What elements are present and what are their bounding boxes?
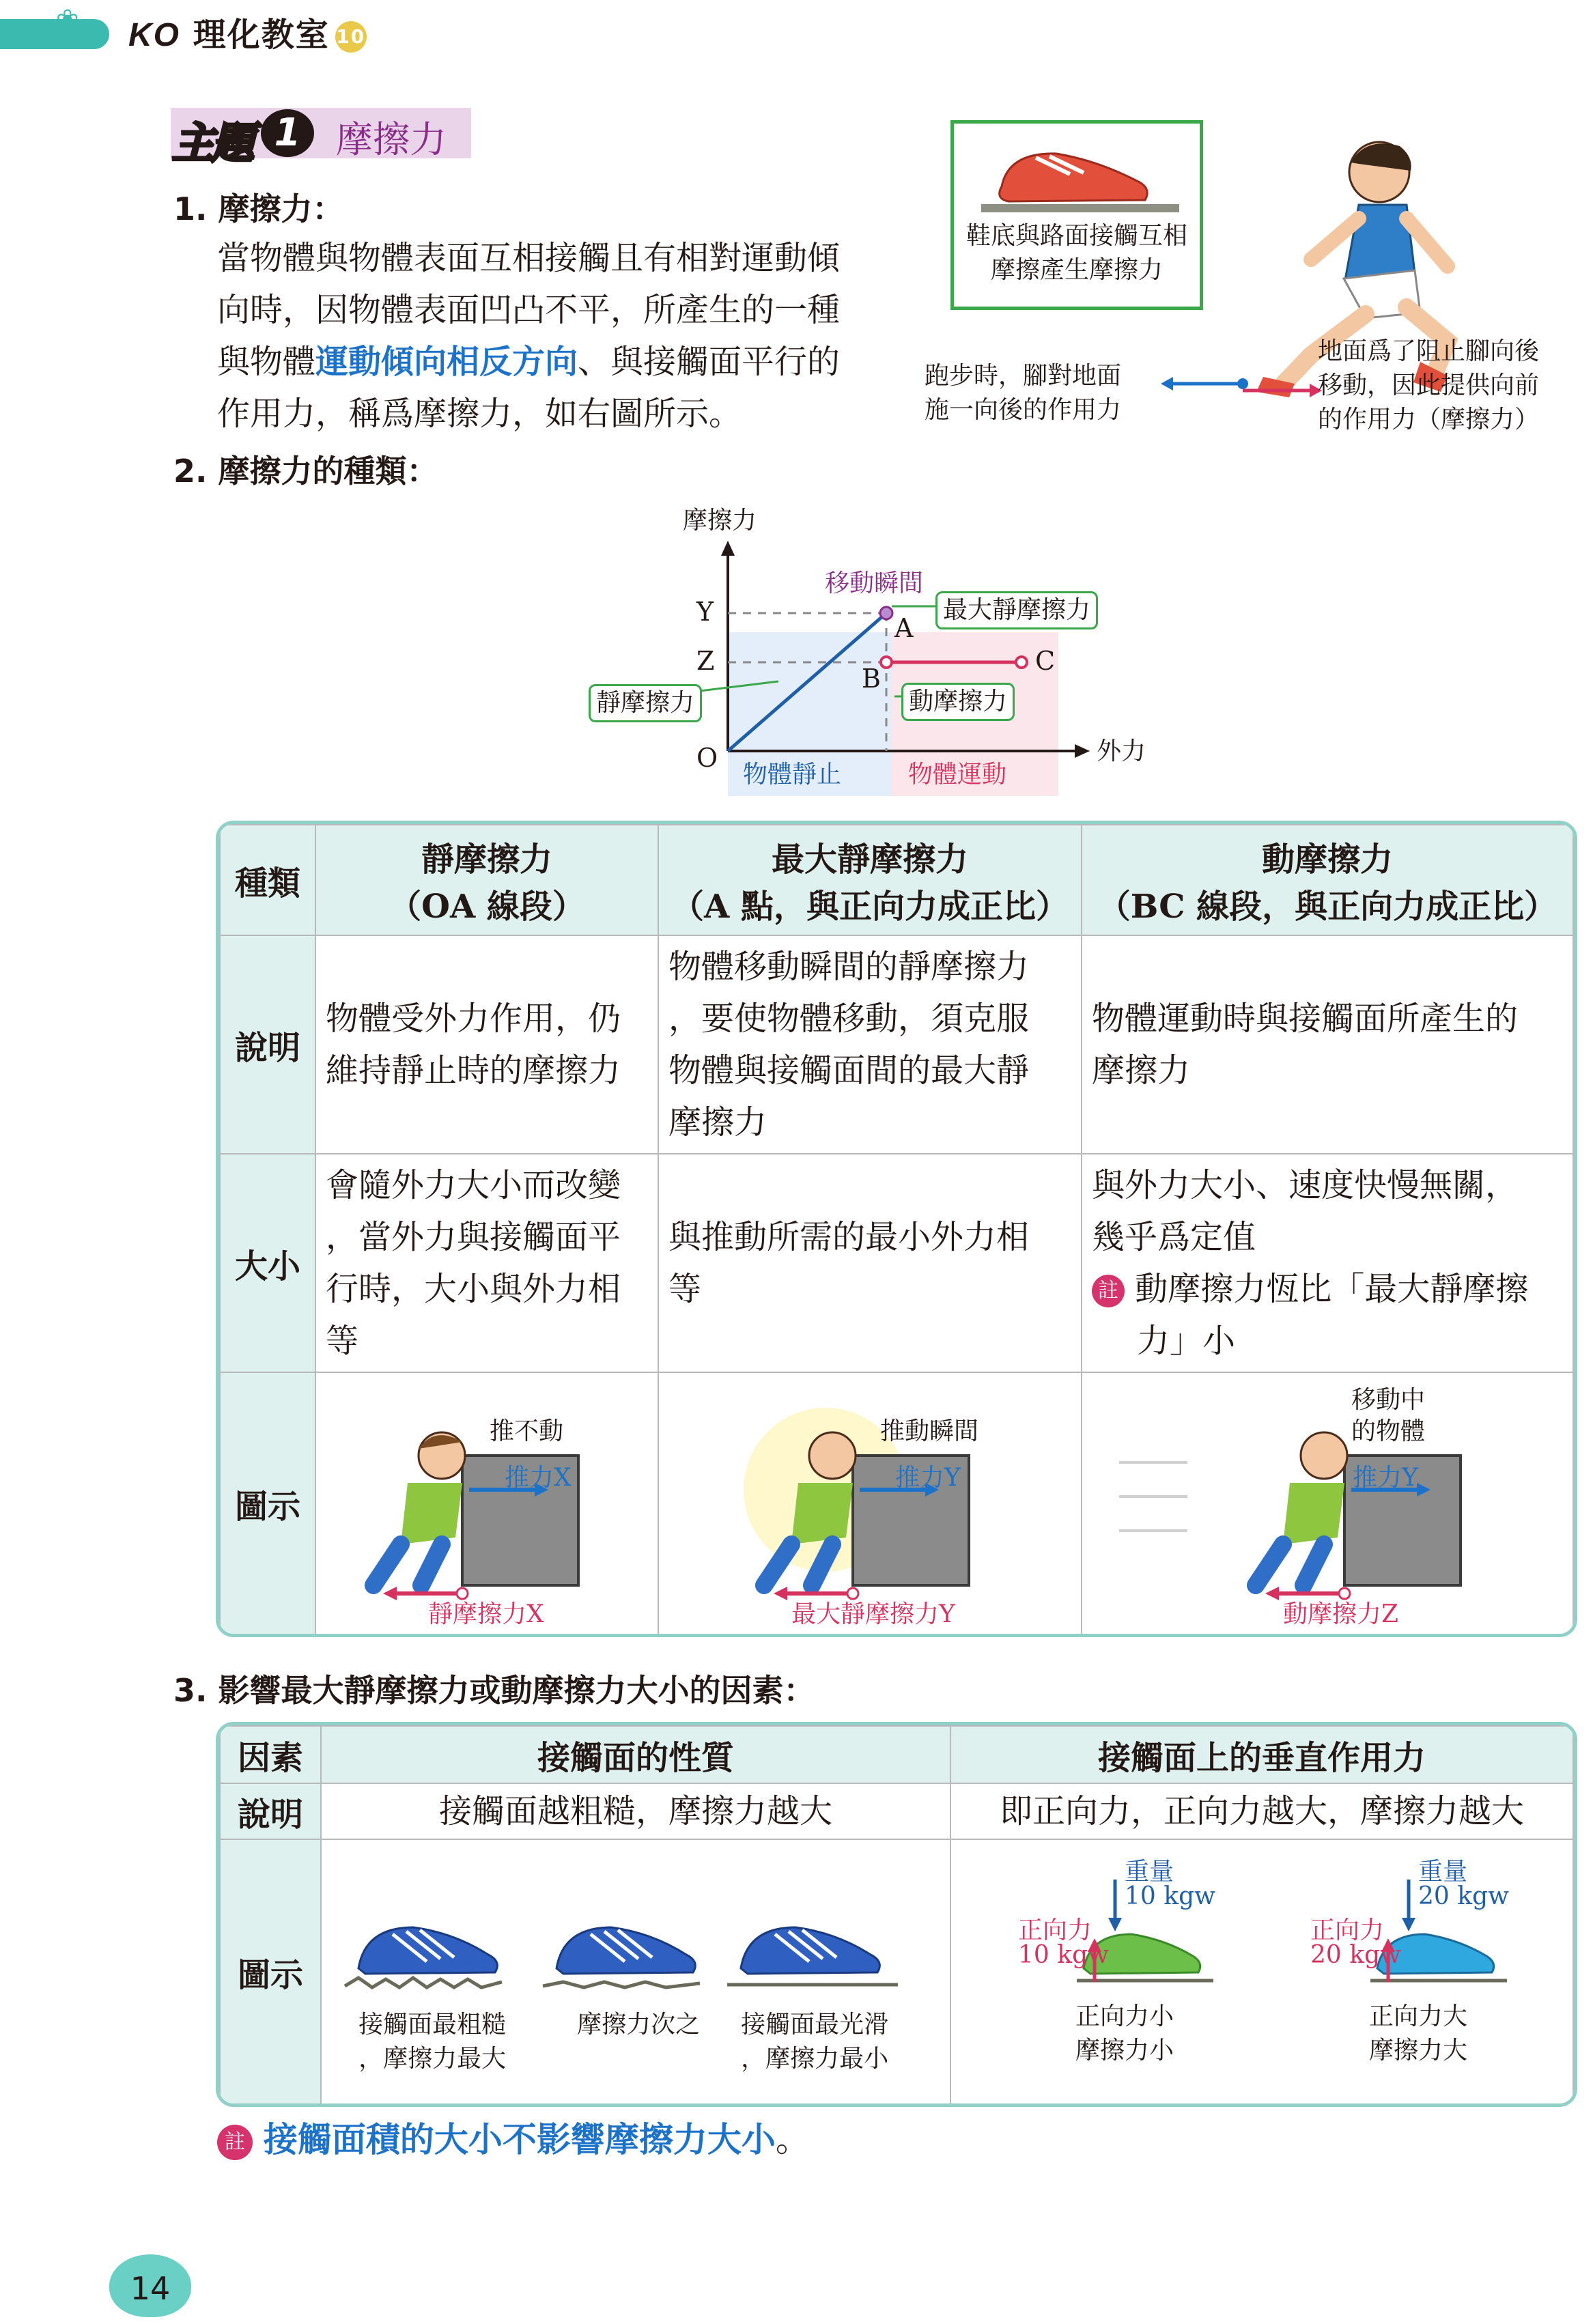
- table1-col0-header: 種類: [220, 825, 315, 935]
- cell-line: 行時，大小與外力相: [326, 1270, 621, 1308]
- fig-top-label: 推不動: [490, 1417, 564, 1445]
- graph-region-moving: 物體運動: [908, 761, 1007, 789]
- table1-row-fig-label: 圖示: [220, 1372, 315, 1634]
- header-title: 最大靜摩擦力: [771, 840, 968, 879]
- line3-after: 、與接觸面平行的: [578, 343, 841, 381]
- table1-desc-kinetic: [1082, 935, 1573, 1154]
- footnote: [217, 2112, 810, 2162]
- table1-desc-max-static: [658, 935, 1082, 1154]
- caption-line: 地面爲了阻止腳向後: [1318, 337, 1540, 365]
- section1-line: 作用力，稱爲摩擦力，如右圖所示。: [217, 395, 742, 433]
- cell-line: ，當外力與接觸面平: [326, 1218, 621, 1256]
- graph-tick-y: Y: [696, 597, 714, 627]
- shoe-caption: 鞋底與路面接觸互相摩擦產生摩擦力: [965, 222, 1187, 284]
- cell-line: ，要使物體移動，須克服: [668, 1000, 1029, 1038]
- push-illustration: [1092, 1380, 1563, 1626]
- header-sub: （OA 線段）: [389, 888, 585, 926]
- table1-size-max-static: [658, 1154, 1082, 1372]
- header-brand: KO: [128, 17, 180, 53]
- table1-header-kinetic: [1082, 825, 1573, 935]
- friction-types-table: [216, 821, 1577, 1637]
- point-a: [880, 607, 892, 619]
- section1-line: 向時，因物體表面凹凸不平，所產生的一種: [217, 291, 841, 329]
- section2-heading: 2. 摩擦力的種類：: [173, 453, 438, 490]
- weight-caption: [1369, 2000, 1467, 2068]
- table2-desc-normal: 即正向力，正向力越大，摩擦力越大: [950, 1783, 1573, 1839]
- weights-figure: [961, 1845, 1562, 2098]
- runner-right-caption: [1318, 335, 1539, 437]
- runner-left-caption: [925, 359, 1121, 427]
- volume-badge: 10: [335, 21, 367, 53]
- caption-line: 跑步時，腳對地面: [925, 362, 1122, 390]
- footnote-tail: 。: [775, 2120, 810, 2159]
- table1-fig-max-static: [658, 1372, 1082, 1634]
- section1-heading: 1. 摩擦力：: [173, 190, 344, 227]
- note-icon: 註: [1092, 1275, 1125, 1307]
- cell-line: 幾乎爲定值: [1091, 1218, 1256, 1256]
- normal-value: 20 kgw: [1310, 1941, 1401, 1969]
- fig-top-label: 的物體: [1351, 1417, 1425, 1445]
- header-title: 靜摩擦力: [421, 840, 553, 879]
- friction-factors-table: [216, 1722, 1577, 2107]
- topic-number: 1: [261, 109, 314, 157]
- caption-line: 摩擦力次之: [577, 2011, 701, 2039]
- graph-origin: O: [696, 743, 718, 773]
- push-figure: [668, 1380, 1071, 1626]
- cell-line: 物體運動時與接觸面所產生的: [1091, 1000, 1518, 1038]
- topic-name: 摩擦力: [336, 118, 447, 161]
- caption-line: 施一向後的作用力: [925, 396, 1122, 424]
- cell-line: 摩擦力: [668, 1103, 767, 1142]
- table1-fig-kinetic: [1082, 1372, 1573, 1634]
- shoe-caption: [741, 2008, 888, 2076]
- graph-kinetic-label: 動摩擦力: [901, 683, 1015, 721]
- graph-point-b: B: [862, 664, 881, 694]
- header-sub: （A 點，與正向力成正比）: [671, 888, 1069, 926]
- caption-line: 摩擦力小: [1075, 2037, 1174, 2065]
- caption-line: 摩擦力大: [1369, 2037, 1468, 2065]
- caption-line: 接觸面最粗糙: [358, 2011, 507, 2039]
- page-number: 14: [109, 2254, 191, 2317]
- table2-col0-header: 因素: [220, 1726, 321, 1783]
- table2-fig-normal: [950, 1839, 1573, 2104]
- table1-row-desc-label: 說明: [220, 935, 315, 1154]
- graph-max-static-label: 最大靜摩擦力: [935, 591, 1098, 629]
- footnote-text: 接觸面積的大小不影響摩擦力大小: [263, 2120, 776, 2159]
- graph-region-static: 物體靜止: [743, 761, 842, 789]
- paw-icon: ❀: [56, 4, 79, 36]
- table1-desc-static: [315, 935, 658, 1154]
- table2-header-normal: 接觸面上的垂直作用力: [950, 1726, 1573, 1783]
- weight-caption: [1075, 2000, 1174, 2068]
- topic-label: 主題: [172, 118, 252, 168]
- cell-line: 會隨外力大小而改變: [326, 1166, 621, 1204]
- note-line: 動摩擦力恆比「最大靜摩擦: [1135, 1270, 1529, 1308]
- table1-size-kinetic: [1082, 1154, 1573, 1372]
- fig-friction-label: 動摩擦力Z: [1282, 1600, 1398, 1628]
- caption-line: 接觸面最光滑: [741, 2011, 889, 2039]
- line3-before: 與物體: [217, 343, 316, 381]
- graph-moment-label: 移動瞬間: [825, 569, 924, 597]
- table2-desc-surface: 接觸面越粗糙，摩擦力越大: [321, 1783, 950, 1839]
- cell-line: 物體移動瞬間的靜摩擦力: [668, 948, 1029, 986]
- shoes-illustration: [331, 1852, 939, 2009]
- caption-line: 的作用力（摩擦力）: [1318, 406, 1540, 434]
- push-illustration: [668, 1380, 1071, 1626]
- graph-point-c: C: [1035, 646, 1056, 676]
- weight-label: 重量: [1418, 1858, 1468, 1886]
- push-illustration: [326, 1380, 647, 1626]
- weight-value: 10 kgw: [1125, 1882, 1215, 1910]
- graph-tick-z: Z: [696, 646, 715, 676]
- shoe-caption: [358, 2008, 506, 2076]
- size-note: [1092, 1263, 1563, 1315]
- table1-row-size-label: 大小: [220, 1154, 315, 1372]
- fig-top-label: 推動瞬間: [879, 1417, 978, 1445]
- force-arrows: [1161, 373, 1325, 400]
- header-title: [128, 8, 367, 55]
- weight-label: 重量: [1125, 1858, 1174, 1886]
- section3-heading: 3. 影響最大靜摩擦力或動摩擦力大小的因素：: [173, 1672, 815, 1709]
- point-c: [1016, 657, 1027, 668]
- caption-line: 移動，因此提供向前: [1318, 371, 1540, 399]
- table1-header-max-static: [658, 825, 1082, 935]
- table2-fig-surface: [321, 1839, 950, 2104]
- graph-point-a: A: [894, 613, 914, 643]
- fig-push-label: 推力Y: [894, 1464, 961, 1492]
- note-icon: 註: [217, 2125, 253, 2160]
- note-line: 力」小: [1136, 1322, 1235, 1360]
- push-figure: [326, 1380, 647, 1626]
- header-book-title: 理化教室: [193, 16, 330, 54]
- weight-value: 20 kgw: [1418, 1882, 1509, 1910]
- section1-paragraph: [217, 232, 934, 440]
- shoe-caption: [577, 2008, 700, 2042]
- table2-row-fig-label: 圖示: [220, 1839, 321, 2104]
- caption-line: ，摩擦力最大: [358, 2045, 507, 2073]
- normal-label: 正向力: [1310, 1916, 1385, 1944]
- shoes-figure: [331, 1845, 939, 2098]
- graph-x-label: 外力: [1097, 737, 1146, 765]
- cell-line: 物體與接觸面間的最大靜: [668, 1051, 1029, 1090]
- cell-line: 等: [668, 1270, 701, 1308]
- section1-line: [217, 336, 934, 388]
- caption-line: 正向力大: [1369, 2002, 1468, 2030]
- fig-push-label: 推力X: [505, 1464, 572, 1492]
- highlight-text: 運動傾向相反方向: [315, 343, 578, 381]
- table2-row-desc-label: 說明: [220, 1783, 321, 1839]
- table1-header-static: [315, 825, 658, 935]
- normal-value: 10 kgw: [1018, 1941, 1109, 1969]
- section1-line: 當物體與物體表面互相接觸且有相對運動傾: [217, 239, 841, 277]
- header-bar: [0, 19, 109, 49]
- push-figure: [1092, 1380, 1563, 1626]
- caption-line: ，摩擦力最小: [741, 2045, 889, 2073]
- fig-push-label: 推力Y: [1352, 1464, 1418, 1492]
- cell-line: 與外力大小、速度快慢無關，: [1091, 1166, 1518, 1204]
- cell-line: 維持靜止時的摩擦力: [326, 1051, 621, 1090]
- fig-friction-label: 最大靜摩擦力Y: [791, 1600, 955, 1628]
- cell-line: 等: [326, 1322, 359, 1360]
- graph-static-label: 靜摩擦力: [589, 684, 702, 722]
- header-title: 動摩擦力: [1261, 840, 1393, 879]
- table1-fig-static: [315, 1372, 658, 1634]
- point-b: [881, 657, 892, 668]
- cell-line: 物體受外力作用，仍: [326, 1000, 621, 1038]
- normal-label: 正向力: [1018, 1916, 1092, 1944]
- fig-friction-label: 靜摩擦力X: [428, 1600, 544, 1628]
- caption-line: 正向力小: [1075, 2002, 1174, 2030]
- table1-size-static: [315, 1154, 658, 1372]
- cell-line: 摩擦力: [1091, 1051, 1190, 1090]
- table2-header-surface: 接觸面的性質: [321, 1726, 950, 1783]
- cell-line: 與推動所需的最小外力相: [668, 1218, 1029, 1256]
- header-sub: （BC 線段，與正向力成正比）: [1097, 888, 1557, 926]
- graph-y-label: 摩擦力: [683, 507, 757, 535]
- fig-top-label: 移動中: [1351, 1386, 1425, 1414]
